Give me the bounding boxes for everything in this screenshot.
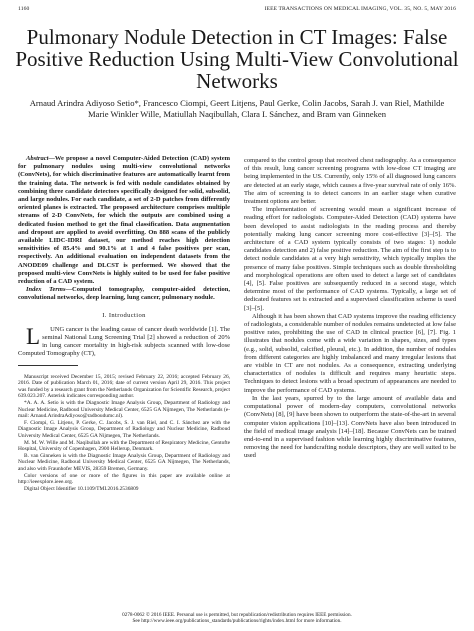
body-paragraph: Although it has been shown that CAD systems improve the reading efficiency of radiologists, a considerable number of nodules remains undetected at low false positive rates, prohibiting the use of CAD in clinical practice [6], [7]. Fig. 1 illustrates that nodules come with a wide variation in shapes, sizes, and types (e.g., solid, subsolid, calcified, pleural, etc.). In addition, the number of nodules from different categories are highly imbalanced and many irregular lesions that are visible in CT are not nodules. As a consequence, extracting underlying characteristics of nodules is difficult and requires many heuristic steps. Techniques to detect lesions with a broad spectrum of appearances are needed to improve the performance of CAD systems. [244, 312, 456, 394]
abstract [18, 155, 230, 286]
footnote: *A. A. A. Setio is with the Diagnostic Image Analysis Group, Department of Radiology and Nuclear Medicine, Radboud University Medical Center, 6525 GA Nijmegen, The Netherlands (e-mail: Arnaud.ArindraAdiyoso@radboudumc.nl). [18, 400, 230, 420]
journal-header: IEEE TRANSACTIONS ON MEDICAL IMAGING, VOL. 35, NO. 5, MAY 2016 [264, 6, 456, 12]
drop-cap: L [26, 323, 41, 349]
right-column [244, 157, 456, 461]
body-paragraph: In the last years, spurred by to the large amount of available data and computational power of modern-day computers, convolutional networks (ConvNets) [8], [9] have been shown to outperform the state-of-the-art in several computer vision applications [10]–[13]. ConvNets have also been introduced in the field of medical image analysis [14]–[18]. Because ConvNets can be trained end-to-end in a supervised fashion while learning highly discriminative features, removing the need for handcrafting nodule descriptors, they are well suited to be used [244, 394, 456, 460]
abstract-label: Abstract— [26, 155, 55, 162]
abstract-text: We propose a novel Computer-Aided Detection (CAD) system for pulmonary nodules using multi-view convolutional networks (ConvNets), for which discriminative features are automatically learnt from the training data. The network is fed with nodule candidates obtained by combining three candidate detectors specifically designed for solid, subsolid, and large nodules. For each candidate, a set of 2-D patches from differently oriented planes is extracted. The proposed architecture comprises multiple streams of 2-D ConvNets, for which the outputs are combined using a dedicated fusion method to get the final classification. Data augmentation and dropout are applied to avoid overfitting. On 888 scans of the publicly available LIDC-IDRI dataset, our method reaches high detection sensitivities of 85.4% and 90.1% at 1 and 4 false positives per scan, respectively. An additional evaluation on independent datasets from the ANODE09 challenge and DLCST is performed. We showed that the proposed multi-view ConvNets is highly suited to be used for false positive reduction of a CAD system. [18, 155, 230, 286]
footnote: F. Ciompi, G. Litjens, P. Gerke, C. Jacobs, S. J. van Riel, and C. I. Sánchez are with the Diagnostic Image Analysis Group, Department of Radiology and Nuclear Medicine, Radboud University Medical Center, 6525 GA Nijmegen, The Netherlands. [18, 419, 230, 440]
intro-text: UNG cancer is the leading cause of cancer death worldwide [1]. The seminal National Lung Screening Trial [2] showed a reduction of 20% in lung cancer mortality in high-risk subjects scanned with low-dose Computed Tomography (CT), [18, 325, 230, 358]
left-column [18, 155, 230, 492]
footnote: B. van Ginneken is with the Diagnostic Image Analysis Group, Department of Radiology and Nuclear Medicine, Radboud University Medical Center, 6525 GA Nijmegen, The Netherlands, and also with Fraunhofer MEVIS, 28359 Bremen, Germany. [18, 452, 230, 472]
body-paragraph: compared to the control group that received chest radiography. As a consequence of this result, lung cancer screening programs with low-dose CT imaging are being implemented in the US. Currently, only 15% of all diagnosed lung cancers are detected at an early stage, which causes a five-year survival rate of only 16%. The aim of screening is to detect cancers in an earlier stage when curative treatment options are better. [244, 157, 456, 206]
running-head [18, 6, 456, 12]
page-number: 1160 [18, 6, 30, 12]
paper-title: Pulmonary Nodule Detection in CT Images: False Positive Reduction Using Multi-View Convolutional Networks [15, 25, 459, 93]
index-terms-label: Index Terms— [26, 286, 73, 294]
footnote-rule [18, 365, 78, 366]
copyright-line: 0278-0062 © 2016 IEEE. Personal use is permitted, but republication/redistribution requires IEEE permission. [122, 612, 352, 618]
index-terms-text: Computed tomography, computer-aided detection, convolutional networks, deep learning, lung cancer, pulmonary nodule. [18, 286, 230, 302]
index-terms [18, 286, 230, 302]
footnote: Manuscript received December 15, 2015; revised February 22, 2016; accepted February 26, 2016. Date of publication March 01, 2016; date of current version April 29, 2016. This project was funded by a research grant from the Netherlands Organization for Scientific Research, project 639.023.207. Asterisk indicates corresponding author. [18, 373, 230, 400]
footnotes [18, 374, 230, 493]
author-list: Arnaud Arindra Adiyoso Setio*, Francesco Ciompi, Geert Litjens, Paul Gerke, Colin Jacobs, Sarah J. van Riel, Mathilde Marie Winkler Wille, Matiullah Naqibullah, Clara I. Sánchez, and Bram van Ginneken [29, 98, 445, 119]
section-heading: I. Introduction [102, 311, 146, 319]
copyright-line: See http://www.ieee.org/publications_standards/publications/rights/index.html for more information. [132, 618, 342, 625]
body-paragraph: The implementation of screening would mean a significant increase of reading effort for radiologists. Computer-Aided Detection (CAD) systems have been developed to assist radiologists in the reading process and thereby potentially making lung cancer screening more cost-effective [3]–[5]. The architecture of a CAD system typically consists of two stages: 1) nodule candidates detection and 2) false positive reduction. The aim of the first step is to detect nodule candidates at a very high sensitivity, which typically implies the presence of many false positives. Simple techniques such as double thresholding and morphological operations are often used to detect a large set of candidates [4], [5]. False positives are subsequently reduced in a second stage, which determine most of the performance of CAD systems. Typically, a large set of dedicated features set is extracted and a supervised classification scheme is used [3]–[5]. [244, 206, 456, 312]
intro-paragraph [18, 323, 230, 359]
footnote: Digital Object Identifier 10.1109/TMI.2016.2536809 [24, 485, 139, 492]
copyright-notice [18, 612, 456, 624]
footnote: M. M. W. Wille and M. Naqibullah are with the Department of Respiratory Medicine, Gentofte Hospital, University of Copenhagen, 2900 Hellerup, Denmark. [18, 439, 230, 453]
footnote: Color versions of one or more of the figures in this paper are available online at http://ieeexplore.ieee.org. [18, 472, 230, 486]
